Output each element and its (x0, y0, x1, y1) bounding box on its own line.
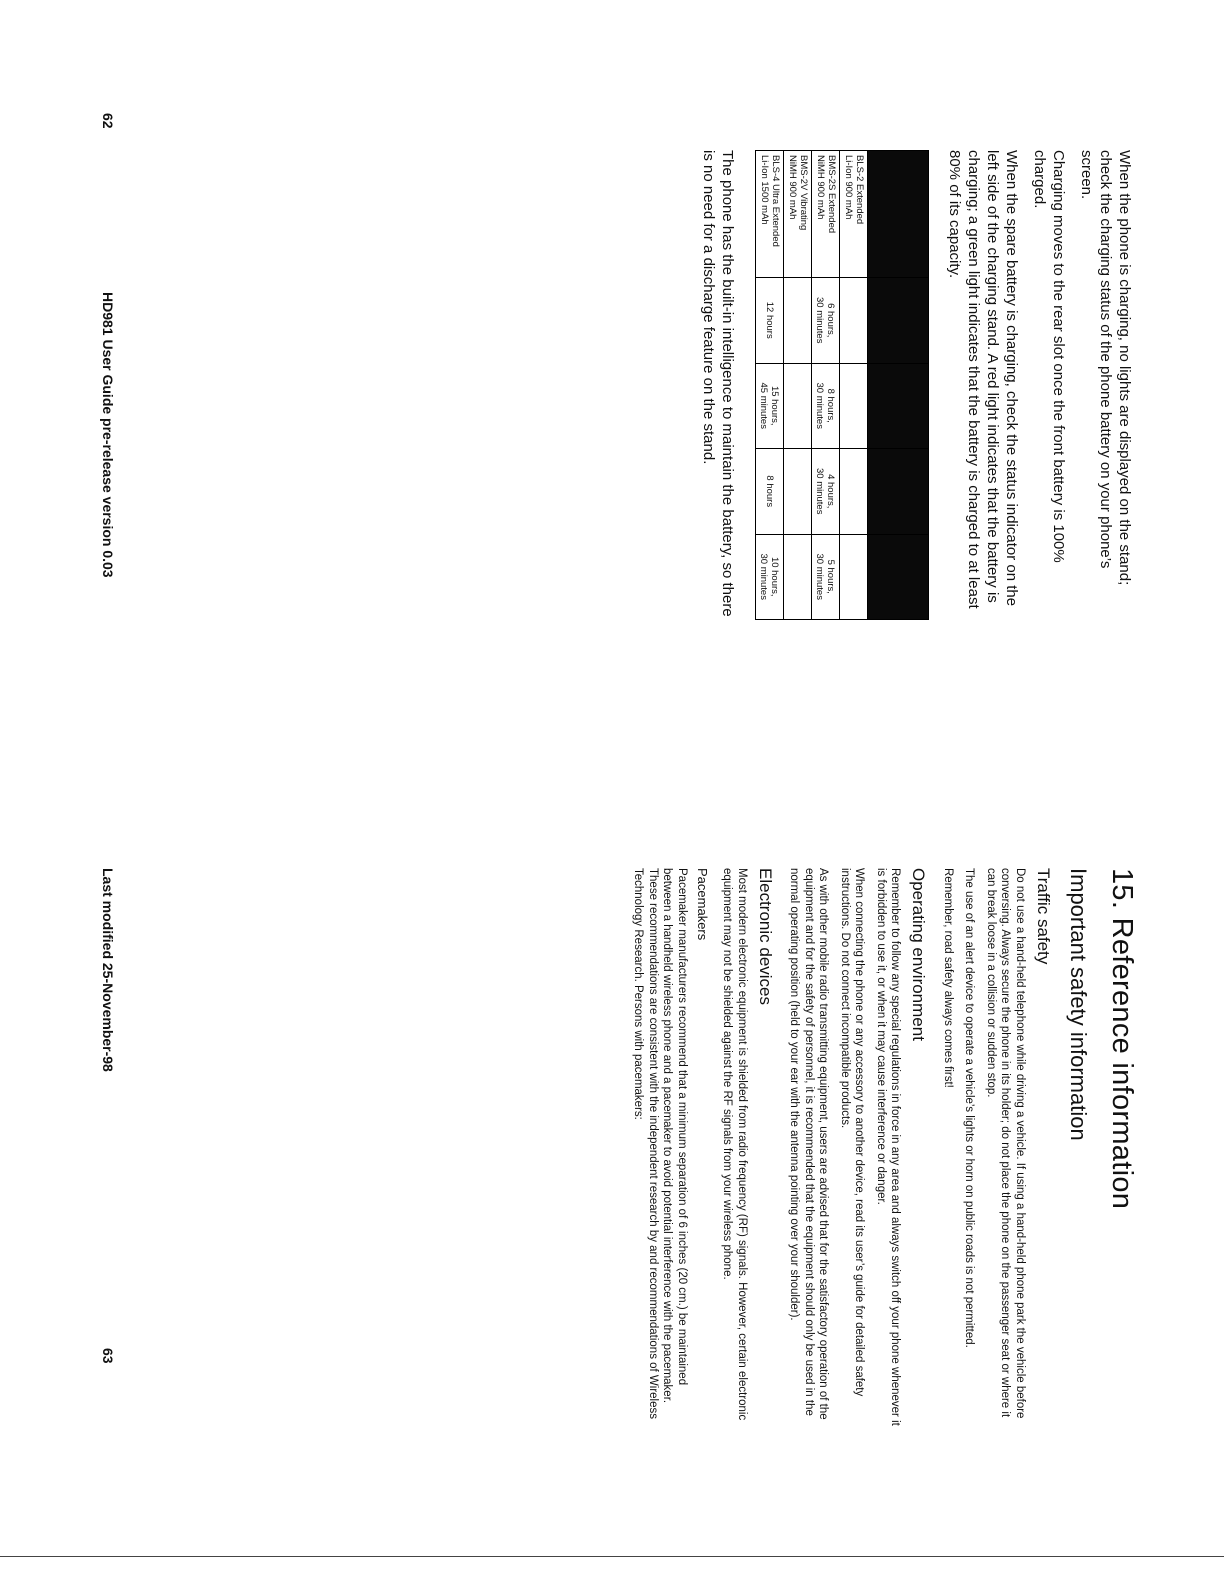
paragraph-charging-status: When the phone is charging, no lights are displayed on the stand; check the charging status of the phone battery on your phone’s screen. (1078, 150, 1133, 586)
paragraph-spare-battery: When the spare battery is charging, check the status indicator on the left side of the charging stand. A red light indicates that the battery is charging; a green light indicates that the battery is charged to at least 80% of its capacity. (946, 150, 1020, 609)
charge-time-cell (812, 363, 840, 449)
paragraph-discharge: The phone has the built-in intelligence to maintain the battery, so there is no need for a discharge feature on the stand. (700, 150, 736, 617)
charge-time-cell (840, 363, 868, 449)
charge-time-line: 5 hours, (825, 559, 837, 594)
table-row (756, 151, 784, 620)
paragraph-electronic-1: Most modern electronic equipment is shielded from radio frequency (RF) signals. However, certain electronic equipment may not be shielded against the RF signals from your wireless phone. (721, 868, 748, 1421)
charge-time-cell (784, 449, 812, 535)
charge-time-line: 30 minutes (814, 468, 826, 515)
battery-type-cell (784, 151, 812, 278)
heading-traffic-safety: Traffic safety (1034, 868, 1053, 965)
charge-time-line: 8 hours (764, 475, 775, 508)
charge-time-line: 30 minutes (814, 382, 826, 429)
paragraph-traffic-1: Do not use a hand-held telephone while driving a vehicle. If using a hand-held phone park the vehicle before conversing. Always secure the phone in its holder; do not place the phone on the passenger seat or where it can break loose in a collision or sudden stop. (985, 868, 1026, 1419)
table-row (784, 151, 812, 620)
charge-time-cell (784, 534, 812, 620)
table-header-cell (868, 151, 929, 278)
paragraph-operating-3: As with other mobile radio transmitting equipment, users are advised that for the satisfactory operation of the equipment and for the safety of personnel, it is recommended that the equipment should only be used in the normal operating position (held to your ear with the antenna pointing over your shoulder). (788, 868, 830, 1420)
charge-time-cell (756, 363, 784, 449)
footer-document-version: HD981 User Guide pre-release version 0.03 (100, 292, 116, 578)
charge-time-line: 10 hours, (769, 556, 781, 597)
charge-time-line: 30 minutes (814, 553, 826, 600)
paragraph-traffic-2: The use of an alert device to operate a vehicle’s lights or horn on public roads is not permitted. (963, 868, 976, 1348)
page-63 (0, 792, 1224, 1584)
section-title: Important safety information (1066, 868, 1091, 1141)
battery-type-line: Li-Ion 900 mAh (843, 155, 854, 220)
scan-edge-rule (0, 1556, 1224, 1557)
paragraph-operating-2: When connecting the phone or any accessory to another device, read its user’s guide for detailed safety instructions. Do not connect incompatible products. (839, 868, 866, 1397)
battery-type-line: BLS-2 Extended (854, 155, 865, 225)
charge-time-cell (840, 534, 868, 620)
page-number-left: 62 (100, 113, 116, 129)
heading-operating-environment: Operating environment (909, 868, 929, 1041)
charging-times-table (755, 150, 929, 620)
chapter-title: 15. Reference information (1106, 868, 1138, 1210)
battery-type-line: BMS-2S Extended (826, 155, 837, 234)
battery-type-line: Li-Ion 1500 mAh (759, 155, 770, 225)
heading-pacemakers: Pacemakers (695, 868, 710, 941)
paragraph-traffic-3: Remember, road safety always comes first! (942, 868, 954, 1088)
table-header-row (868, 151, 929, 620)
battery-type-cell (812, 151, 840, 278)
paragraph-operating-1: Remember to follow any special regulations in force in any area and always switch off your phone whenever it is forbidden to use it, or when it may cause interference or danger. (875, 868, 902, 1426)
charge-time-cell (812, 449, 840, 535)
charge-time-line: 8 hours, (825, 388, 837, 423)
charge-time-line: 30 minutes (814, 297, 826, 344)
charge-time-cell (812, 534, 840, 620)
battery-type-line: BMS-2V Vibrating (798, 155, 809, 231)
left-page-content (690, 150, 1134, 620)
charge-time-cell (840, 449, 868, 535)
charge-time-line: 4 hours, (825, 474, 837, 509)
charge-time-cell (756, 278, 784, 364)
battery-type-cell (756, 151, 784, 278)
page-number-right: 63 (100, 1348, 116, 1364)
table-body (756, 151, 868, 620)
battery-type-line: NiMH 900 mAh (787, 155, 798, 220)
charge-time-line: 12 hours (764, 301, 775, 339)
table-row (812, 151, 840, 620)
table-header-cell (868, 363, 929, 449)
charge-time-cell (756, 449, 784, 535)
battery-type-line: BLS-4 Ultra Extended (770, 155, 781, 247)
charge-time-cell (812, 278, 840, 364)
table-header (868, 151, 929, 620)
paragraph-rear-slot: Charging moves to the rear slot once the front battery is 100% charged. (1031, 150, 1067, 563)
table-header-cell (868, 278, 929, 364)
charge-time-cell (784, 278, 812, 364)
charge-time-line: 30 minutes (758, 553, 770, 600)
paragraph-pacemakers-1: Pacemaker manufacturers recommend that a minimum separation of 6 inches (20 cm.) be maintained between a handheld wireless phone and a pacemaker to avoid potential interference with the pacemaker. These recommendations are consistent with the independent research by and recommendations of Wireless Technology Research. Persons with pacemakers: (632, 868, 688, 1420)
charge-time-line: 6 hours, (825, 303, 837, 338)
charge-time-line: 45 minutes (758, 382, 770, 429)
charge-time-cell (756, 534, 784, 620)
battery-type-line: NiMH 900 mAh (815, 155, 826, 220)
table-header-cell (868, 449, 929, 535)
charge-time-line: 15 hours, (769, 385, 781, 426)
right-page-content (624, 868, 1138, 1428)
table-row (840, 151, 868, 620)
charge-time-cell (840, 278, 868, 364)
charge-time-cell (784, 363, 812, 449)
battery-type-cell (840, 151, 868, 278)
heading-electronic-devices: Electronic devices (756, 868, 775, 1006)
table-header-cell (868, 534, 929, 620)
footer-last-modified: Last modified 25-November-98 (100, 868, 116, 1072)
